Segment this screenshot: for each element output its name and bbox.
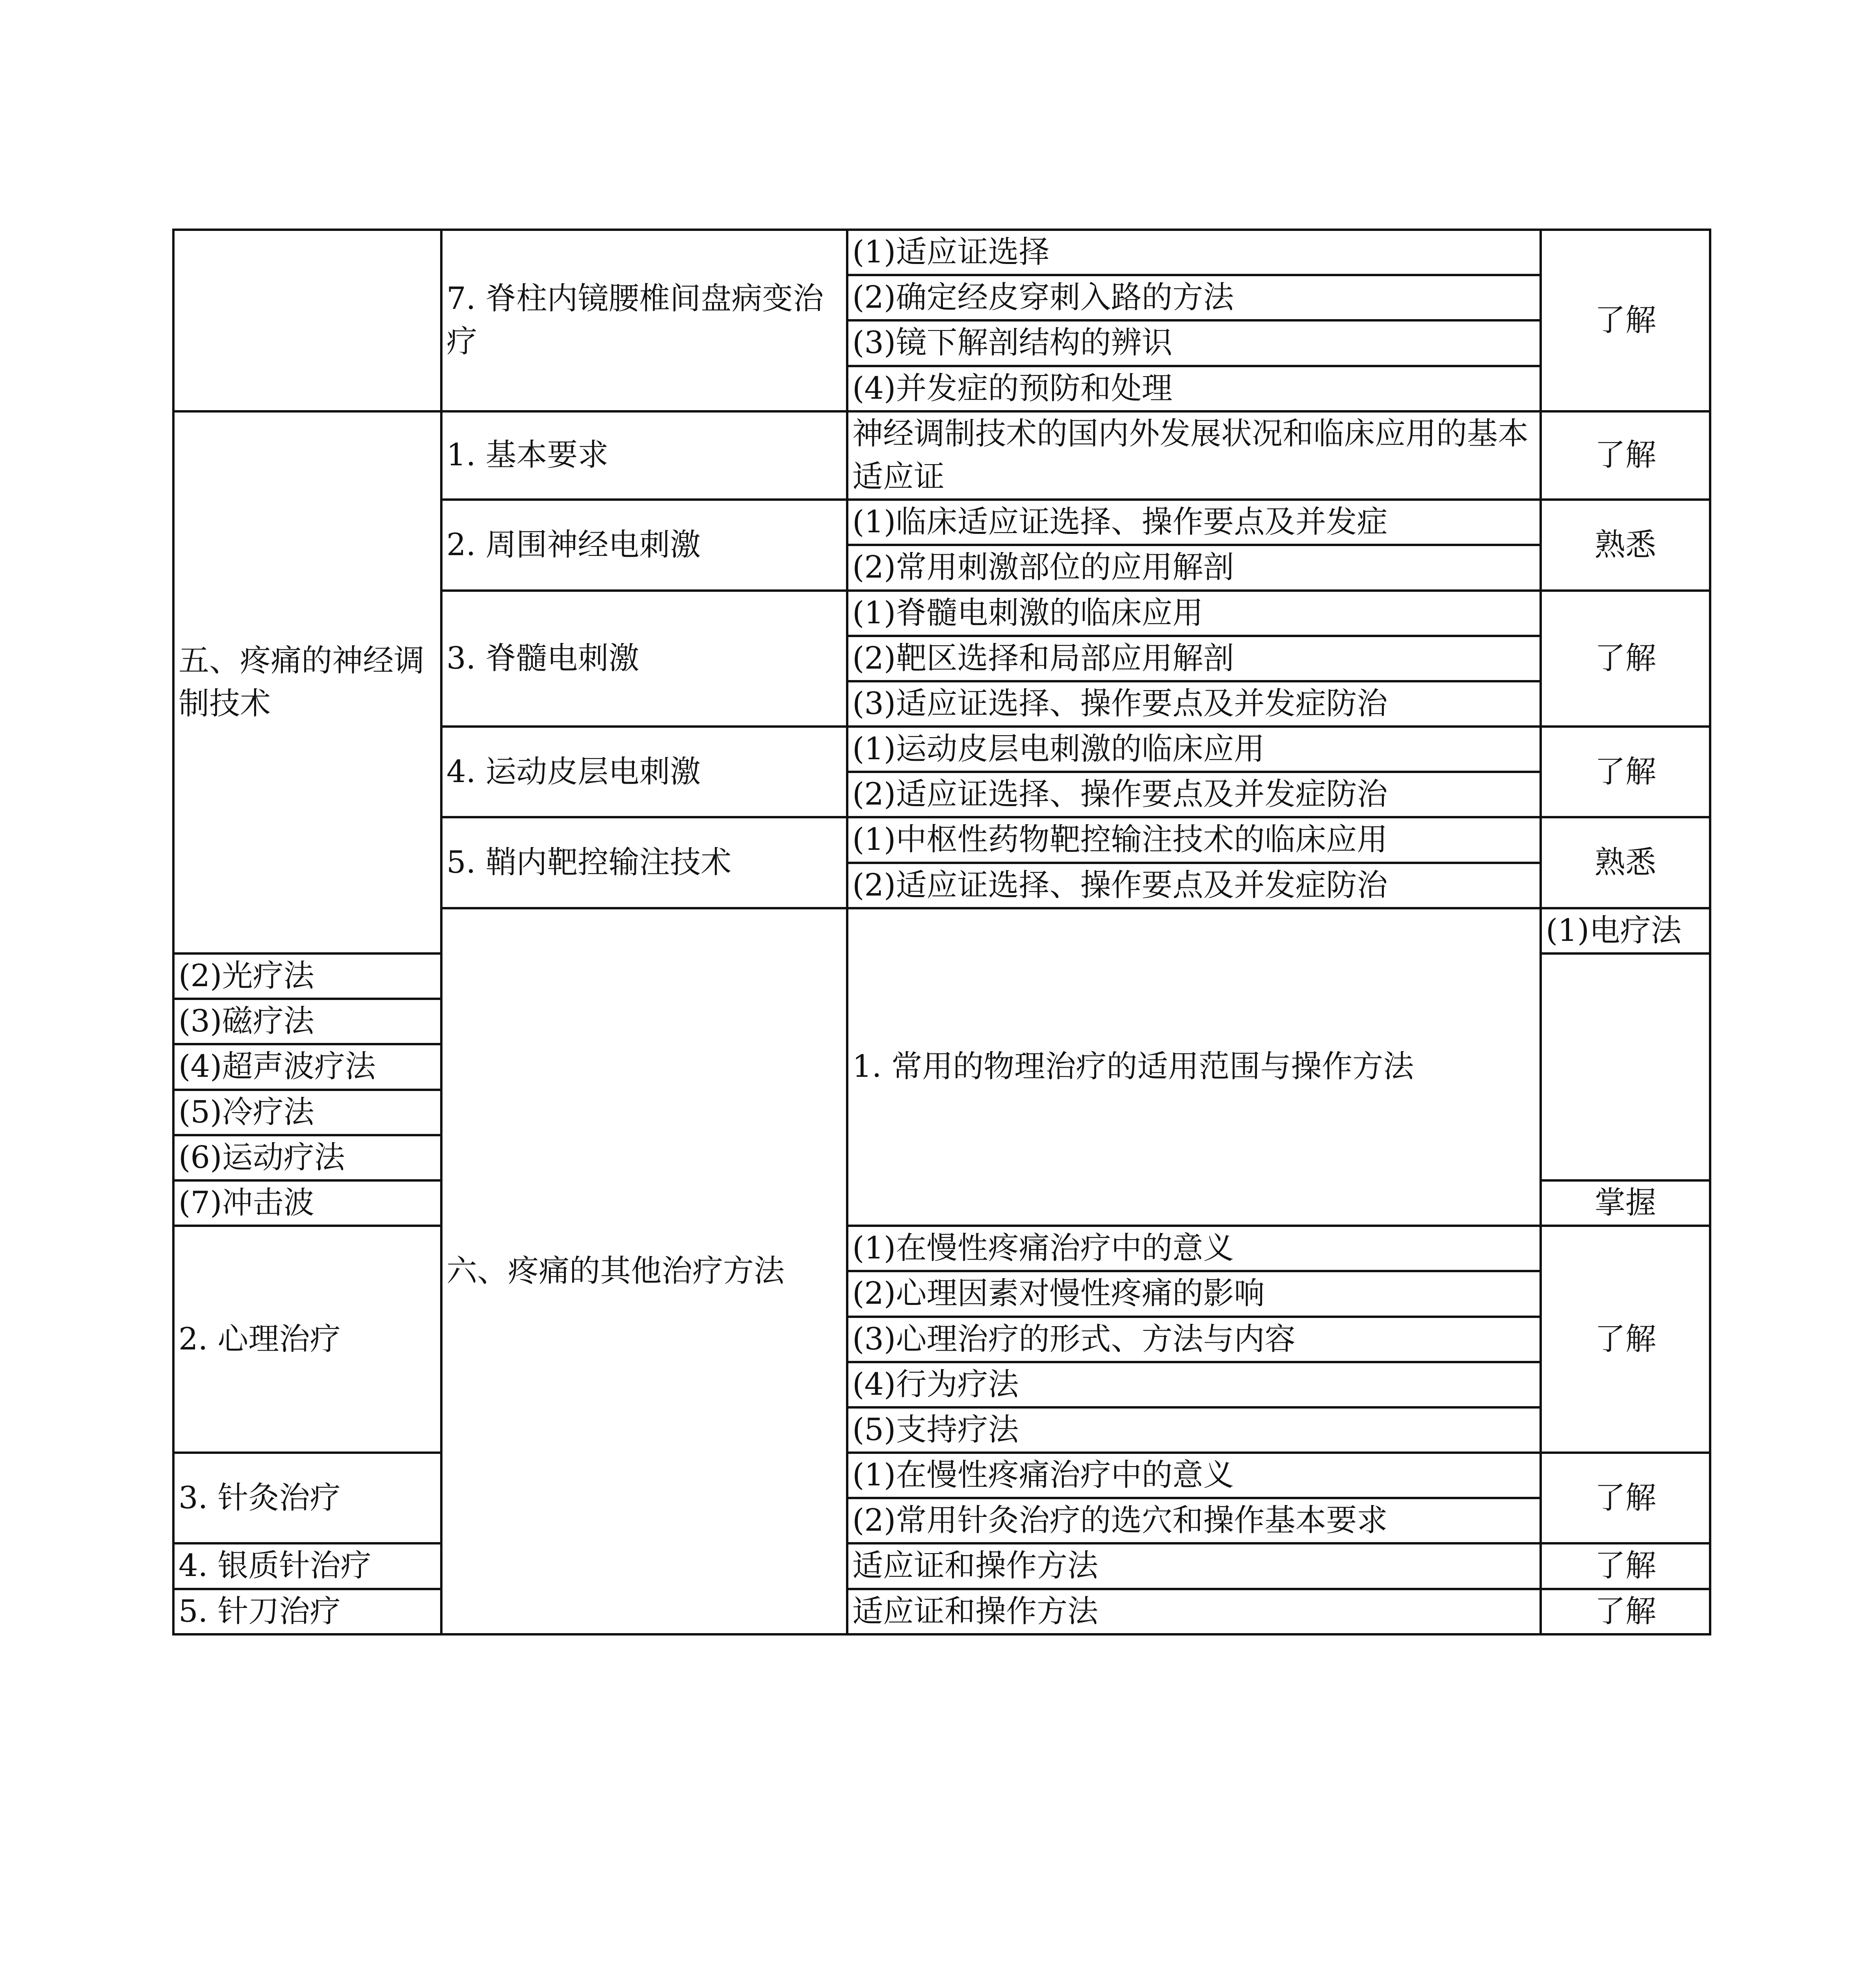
item-cell: (3)镜下解剖结构的辨识 <box>847 320 1541 366</box>
level-cell: 熟悉 <box>1541 817 1710 908</box>
level-cell: 熟悉 <box>1541 500 1710 590</box>
item-cell: 神经调制技术的国内外发展状况和临床应用的基本适应证 <box>847 411 1541 500</box>
table-row <box>173 1589 1710 1634</box>
level-cell: 了解 <box>1541 727 1710 817</box>
syllabus-table <box>172 229 1711 1635</box>
level-cell: 了解 <box>1541 411 1710 500</box>
item-cell: (1)适应证选择 <box>847 230 1541 275</box>
unit-cell <box>173 230 441 411</box>
level-cell: 了解 <box>1541 1226 1710 1453</box>
topic-cell: 3. 脊髓电刺激 <box>441 591 847 727</box>
table-row <box>173 1543 1710 1589</box>
item-cell: (5)支持疗法 <box>847 1407 1541 1453</box>
topic-cell: 2. 心理治疗 <box>173 1226 441 1453</box>
item-cell: 适应证和操作方法 <box>847 1543 1541 1589</box>
item-cell: (3)磁疗法 <box>173 999 441 1044</box>
topic-cell: 1. 常用的物理治疗的适用范围与操作方法 <box>847 908 1541 1226</box>
item-cell: (2)确定经皮穿刺入路的方法 <box>847 275 1541 320</box>
item-cell: (2)光疗法 <box>173 953 441 999</box>
level-cell: 了解 <box>1541 1543 1710 1589</box>
item-cell: (1)在慢性疼痛治疗中的意义 <box>847 1453 1541 1498</box>
topic-cell: 7. 脊柱内镜腰椎间盘病变治疗 <box>441 230 847 411</box>
table-row <box>173 230 1710 275</box>
item-cell: (1)中枢性药物靶控输注技术的临床应用 <box>847 817 1541 862</box>
item-cell: (6)运动疗法 <box>173 1135 441 1180</box>
item-cell: (2)常用刺激部位的应用解剖 <box>847 545 1541 590</box>
table-row <box>173 411 1710 500</box>
item-cell: (2)适应证选择、操作要点及并发症防治 <box>847 863 1541 908</box>
level-cell: 掌握 <box>1541 1180 1710 1226</box>
item-cell: 适应证和操作方法 <box>847 1589 1541 1634</box>
item-cell: (4)行为疗法 <box>847 1362 1541 1407</box>
table-row <box>173 1226 1710 1271</box>
topic-cell: 1. 基本要求 <box>441 411 847 500</box>
topic-cell: 4. 运动皮层电刺激 <box>441 727 847 817</box>
level-cell: 了解 <box>1541 591 1710 727</box>
item-cell: (5)冷疗法 <box>173 1090 441 1135</box>
topic-cell: 4. 银质针治疗 <box>173 1543 441 1589</box>
item-cell: (2)常用针灸治疗的选穴和操作基本要求 <box>847 1498 1541 1543</box>
item-cell: (4)超声波疗法 <box>173 1044 441 1089</box>
item-cell: (1)临床适应证选择、操作要点及并发症 <box>847 500 1541 545</box>
item-cell: (1)运动皮层电刺激的临床应用 <box>847 727 1541 772</box>
topic-cell: 5. 鞘内靶控输注技术 <box>441 817 847 908</box>
item-cell: (1)电疗法 <box>1541 908 1710 953</box>
item-cell: (2)心理因素对慢性疼痛的影响 <box>847 1271 1541 1316</box>
unit-cell: 五、疼痛的神经调制技术 <box>173 411 441 953</box>
item-cell: (3)适应证选择、操作要点及并发症防治 <box>847 681 1541 727</box>
topic-cell: 5. 针刀治疗 <box>173 1589 441 1634</box>
item-cell: (2)靶区选择和局部应用解剖 <box>847 636 1541 681</box>
topic-cell: 3. 针灸治疗 <box>173 1453 441 1543</box>
unit-cell: 六、疼痛的其他治疗方法 <box>441 908 847 1634</box>
table-row <box>173 1453 1710 1498</box>
level-cell: 了解 <box>1541 230 1710 411</box>
topic-cell: 2. 周围神经电刺激 <box>441 500 847 590</box>
item-cell: (3)心理治疗的形式、方法与内容 <box>847 1317 1541 1362</box>
item-cell: (4)并发症的预防和处理 <box>847 366 1541 411</box>
item-cell: (1)在慢性疼痛治疗中的意义 <box>847 1226 1541 1271</box>
level-cell: 了解 <box>1541 1589 1710 1634</box>
item-cell: (2)适应证选择、操作要点及并发症防治 <box>847 772 1541 817</box>
item-cell: (7)冲击波 <box>173 1180 441 1226</box>
level-cell: 了解 <box>1541 1453 1710 1543</box>
item-cell: (1)脊髓电刺激的临床应用 <box>847 591 1541 636</box>
